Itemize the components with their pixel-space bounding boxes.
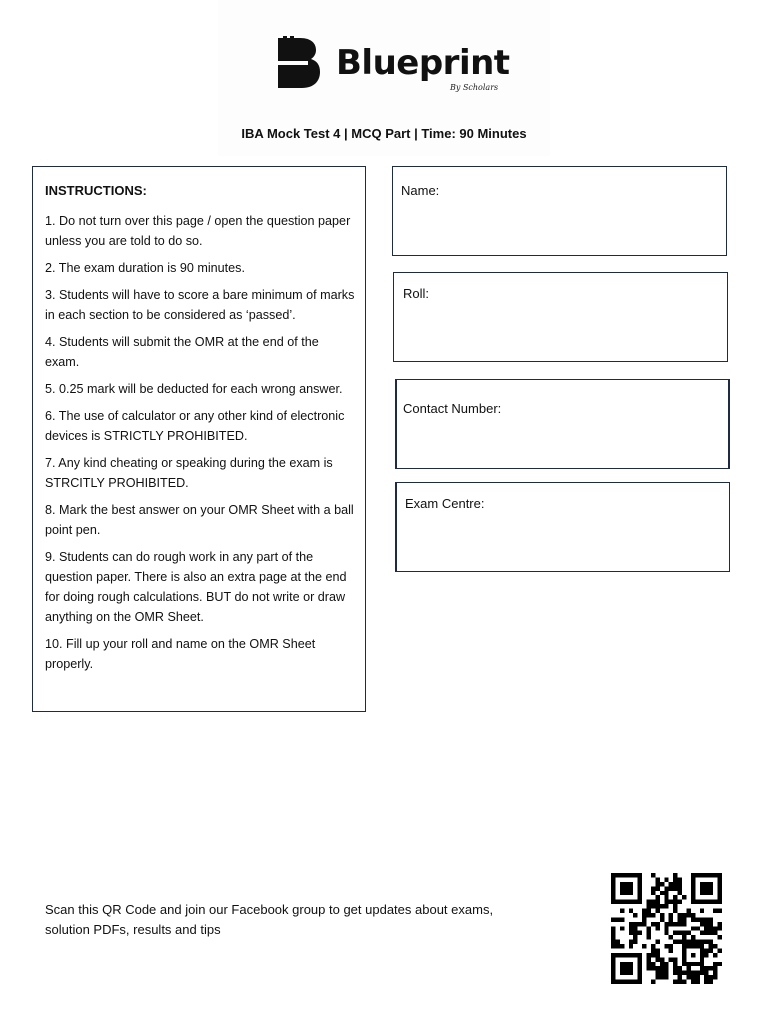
- qr-caption: Scan this QR Code and join our Facebook group to get updates about exams, solution PDFs, results and tips: [45, 902, 494, 937]
- brand-name: Blueprint: [336, 43, 510, 83]
- instruction-item: 10. Fill up your roll and name on the OMR Sheet properly.: [45, 637, 316, 671]
- instruction-item: 2. The exam duration is 90 minutes.: [45, 261, 245, 275]
- instruction-item: 6. The use of calculator or any other kind of electronic devices is STRICTLY PROHIBITED.: [45, 409, 345, 443]
- roll-field[interactable]: [393, 272, 728, 362]
- instruction-item: 7. Any kind cheating or speaking during the exam is STRCITLY PROHIBITED.: [45, 456, 333, 490]
- contact-number-field[interactable]: [395, 379, 730, 469]
- exam-centre-field[interactable]: [395, 482, 730, 572]
- brand-tagline: By Scholars: [450, 83, 499, 92]
- brand-logo: [278, 34, 508, 94]
- qr-code-icon[interactable]: [611, 872, 722, 985]
- blueprint-logo-icon: [278, 36, 324, 90]
- instruction-item: 9. Students can do rough work in any part of the question paper. There is also an extra page at the end for doing rough calculations. BUT do not write or draw anything on the OMR Sheet.: [45, 550, 347, 624]
- contact-number-label: Contact Number:: [403, 401, 502, 416]
- instruction-item: 5. 0.25 mark will be deducted for each wrong answer.: [45, 382, 343, 396]
- exam-title: IBA Mock Test 4 | MCQ Part | Time: 90 Minutes: [241, 126, 527, 141]
- instructions-box: [32, 166, 366, 712]
- name-field[interactable]: [392, 166, 727, 256]
- instruction-item: 4. Students will submit the OMR at the end of the exam.: [45, 335, 319, 369]
- instructions-heading: INSTRUCTIONS:: [45, 183, 147, 198]
- instruction-item: 1. Do not turn over this page / open the question paper unless you are told to do so.: [45, 214, 351, 248]
- instruction-item: 3. Students will have to score a bare minimum of marks in each section to be considered as ‘passed’.: [45, 288, 355, 322]
- exam-centre-label: Exam Centre:: [405, 496, 485, 511]
- roll-label: Roll:: [403, 286, 430, 301]
- instruction-item: 8. Mark the best answer on your OMR Sheet with a ball point pen.: [45, 503, 354, 537]
- name-label: Name:: [401, 183, 440, 198]
